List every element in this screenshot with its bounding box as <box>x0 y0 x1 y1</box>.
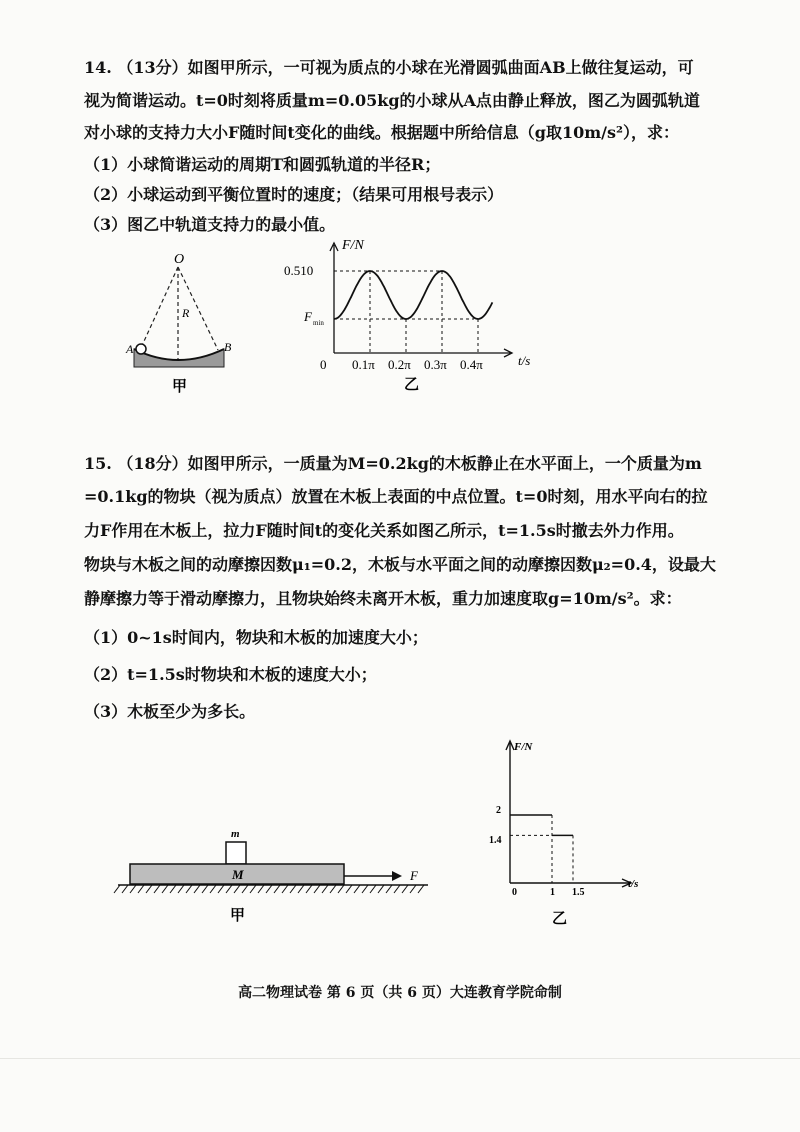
ground-hatch-line <box>202 885 208 893</box>
q14-part-2: （2）小球运动到平衡位置时的速度；（结果可用根号表示） <box>84 185 504 204</box>
ground-hatch-line <box>130 885 136 893</box>
block-m-label: m <box>231 828 240 840</box>
tick-label-0-1pi: 0.1π <box>352 357 375 372</box>
ground-hatch-line <box>266 885 272 893</box>
ground-hatch-line <box>186 885 192 893</box>
ground-hatch-line <box>146 885 152 893</box>
small-ball <box>136 344 146 354</box>
y-tick-2: 2 <box>496 805 501 816</box>
plank-M-label: M <box>232 867 244 882</box>
ground-hatch-line <box>114 885 120 893</box>
ground-hatch-line <box>162 885 168 893</box>
q14-line-3: 对小球的支持力大小F随时间t变化的曲线。根据题中所给信息（g取10m/s²），求： <box>84 123 679 142</box>
ground-hatch-line <box>418 885 424 893</box>
point-o-label: O <box>174 252 185 267</box>
fig-yi-caption: 乙 <box>404 377 420 393</box>
page-bottom-rule <box>0 1058 800 1059</box>
page-footer: 高二物理试卷 第 6 页（共 6 页）大连教育学院命制 <box>238 985 562 1001</box>
ground-hatch-line <box>138 885 144 893</box>
q15-part-3: （3）木板至少为多长。 <box>84 702 256 721</box>
ground-hatch-line <box>234 885 240 893</box>
q14-line-2: 视为简谐运动。t=0时刻将质量m=0.05kg的小球从A点由静止释放，图乙为圆弧轨道 <box>84 91 700 110</box>
q15-line-2: =0.1kg的物块（视为质点）放置在木板上表面的中点位置。t=0时刻，用水平向右的拉 <box>84 487 708 506</box>
ground-hatch-line <box>338 885 344 893</box>
ground-hatch-line <box>362 885 368 893</box>
support-force-curve <box>334 271 492 319</box>
q15-part-1: （1）0~1s时间内，物块和木板的加速度大小； <box>84 628 428 647</box>
q14-part-3: （3）图乙中轨道支持力的最小值。 <box>84 215 336 234</box>
ground-hatch-line <box>402 885 408 893</box>
ground-hatch-line <box>194 885 200 893</box>
ground-hatch-line <box>226 885 232 893</box>
y-tick-1-4: 1.4 <box>489 835 502 846</box>
fig-jia-caption: 甲 <box>172 379 188 395</box>
ground-hatching <box>114 885 424 893</box>
ground-hatch-line <box>410 885 416 893</box>
x-tick-1-5: 1.5 <box>572 887 585 898</box>
radius-line-left <box>140 267 178 350</box>
ground-hatch-line <box>274 885 280 893</box>
origin-label-2: 0 <box>512 887 517 898</box>
y-min-subscript: min <box>313 319 324 327</box>
q15-line-1: 15. （18分）如图甲所示，一质量为M=0.2kg的木板静止在水平面上，一个质量为m <box>84 454 702 473</box>
ground-hatch-line <box>386 885 392 893</box>
ground-hatch-line <box>210 885 216 893</box>
ground-hatch-line <box>354 885 360 893</box>
fig-yi-caption-2: 乙 <box>552 911 568 927</box>
q15-line-5: 静摩擦力等于滑动摩擦力，且物块始终未离开木板，重力加速度取g=10m/s²。求： <box>84 589 682 608</box>
arc-track-body <box>134 349 224 367</box>
ground-hatch-line <box>122 885 128 893</box>
q15-line-4: 物块与木板之间的动摩擦因数μ₁=0.2，木板与水平面之间的动摩擦因数μ₂=0.4，设最大 <box>84 555 716 574</box>
ground-hatch-line <box>178 885 184 893</box>
x-tick-1: 1 <box>550 887 555 898</box>
point-b-label: B <box>224 340 232 354</box>
ground-hatch-line <box>306 885 312 893</box>
ground-hatch-line <box>394 885 400 893</box>
ground-hatch-line <box>314 885 320 893</box>
force-step-plot <box>510 815 573 883</box>
q14-part-1: （1）小球简谐运动的周期T和圆弧轨道的半径R； <box>84 155 441 174</box>
q15-part-2: （2）t=1.5s时物块和木板的速度大小； <box>84 665 377 684</box>
force-f-label: F <box>410 868 418 883</box>
q14-force-time-graph <box>280 237 550 392</box>
q14-line-1: 14. （13分）如图甲所示，一可视为质点的小球在光滑圆弧曲面AB上做往复运动，可 <box>84 58 694 77</box>
q15-line-3: 力F作用在木板上，拉力F随时间t的变化关系如图乙所示，t=1.5s时撤去外力作用。 <box>84 521 684 540</box>
tick-label-0-4pi: 0.4π <box>460 357 483 372</box>
y-max-label: 0.510 <box>284 263 314 278</box>
q15-block-plank-figure <box>110 822 440 932</box>
ground-hatch-line <box>298 885 304 893</box>
ground-hatch-line <box>322 885 328 893</box>
ground-hatch-line <box>346 885 352 893</box>
radius-r-label: R <box>182 306 190 320</box>
fig-jia-caption-2: 甲 <box>230 908 246 924</box>
tick-label-0-2pi: 0.2π <box>388 357 411 372</box>
ground-hatch-line <box>370 885 376 893</box>
ground-hatch-line <box>250 885 256 893</box>
x-axis-label-2: t/s <box>628 878 639 890</box>
q14-arc-track-figure <box>120 245 250 395</box>
ground-hatch-line <box>330 885 336 893</box>
point-a-label: A <box>126 342 134 356</box>
ground-hatch-line <box>282 885 288 893</box>
block-m <box>226 842 246 864</box>
force-arrow-head <box>392 871 402 881</box>
ground-hatch-line <box>242 885 248 893</box>
tick-label-0-3pi: 0.3π <box>424 357 447 372</box>
ground-hatch-line <box>170 885 176 893</box>
x-axis-label: t/s <box>518 353 531 368</box>
ground-hatch-line <box>290 885 296 893</box>
ground-hatch-line <box>154 885 160 893</box>
ground-hatch-line <box>258 885 264 893</box>
y-min-label: F <box>304 309 312 324</box>
ground-hatch-line <box>378 885 384 893</box>
y-axis-label-2: F/N <box>514 741 533 753</box>
q15-force-time-graph <box>480 735 650 930</box>
origin-label: 0 <box>320 357 327 372</box>
y-axis-label: F/N <box>342 238 364 253</box>
ground-hatch-line <box>218 885 224 893</box>
